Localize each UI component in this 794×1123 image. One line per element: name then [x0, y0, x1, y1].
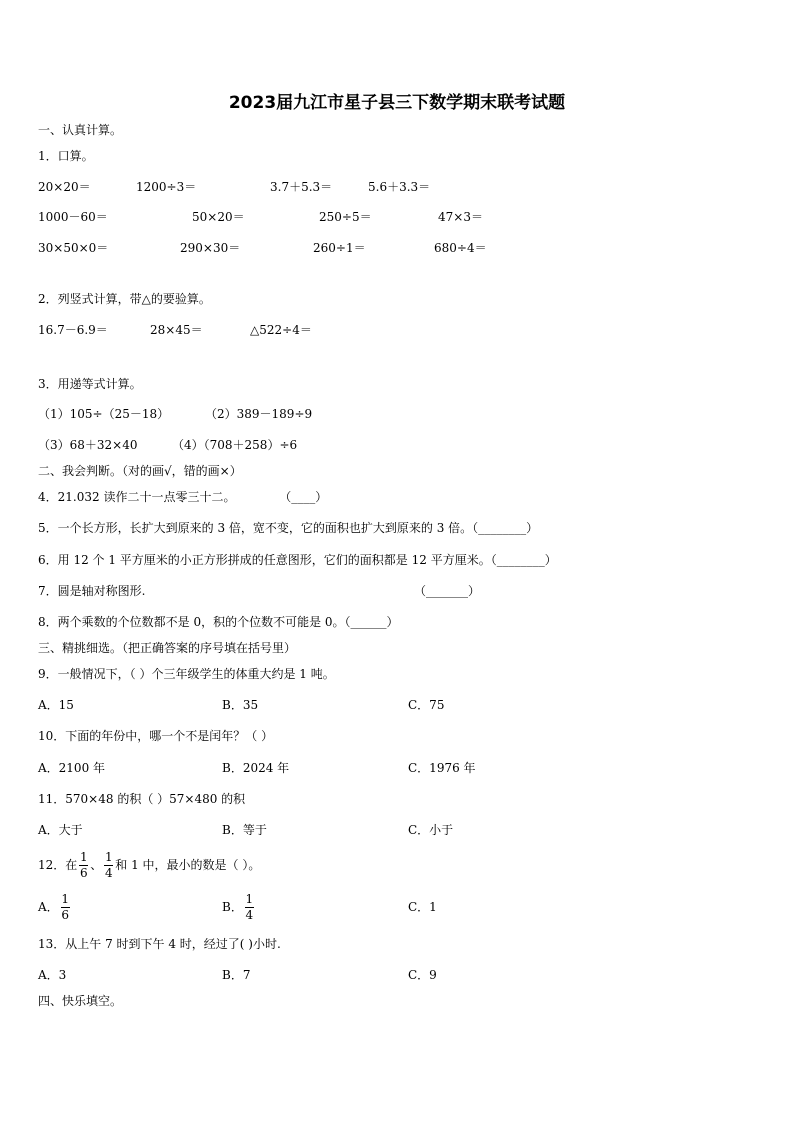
question-12-stem — [38, 847, 260, 883]
fraction-one-sixth — [61, 893, 70, 922]
section-2-heading: 二、我会判断。（对的画√，错的画×） — [38, 464, 242, 478]
oral-item: 1000－60＝ — [38, 210, 108, 224]
judge-question — [38, 489, 327, 505]
option-a[interactable]: A．大于 — [38, 823, 83, 837]
option-b[interactable]: B．7 — [222, 968, 251, 982]
q12-prefix: 12．在 — [38, 858, 78, 872]
answer-blank[interactable]: （____） — [279, 490, 328, 504]
fraction-one-quarter — [245, 893, 254, 922]
page-title: 2023届九江市星子县三下数学期末联考试题 — [228, 93, 566, 113]
fraction-numerator: 1 — [79, 849, 88, 864]
option-c[interactable]: C．1976 年 — [408, 761, 476, 775]
judge-question — [38, 614, 399, 630]
judge-text: 6．用 12 个 1 平方厘米的小正方形拼成的任意图形，它们的面积都是 12 平方厘米。 — [38, 553, 491, 567]
option-b[interactable]: B．2024 年 — [222, 761, 290, 775]
stepwise-item: （2）389－189÷9 — [205, 407, 313, 421]
question-3-label: 3．用递等式计算。 — [38, 377, 142, 391]
judge-question — [38, 583, 481, 599]
answer-blank[interactable]: （_______） — [414, 584, 481, 598]
fraction-denominator: 6 — [61, 907, 69, 922]
oral-item: 1200÷3＝ — [136, 180, 197, 194]
option-c[interactable]: C．9 — [408, 968, 437, 982]
section-1-heading: 一、认真计算。 — [38, 123, 123, 137]
question-13-stem: 13．从上午 7 时到下午 4 时，经过了( )小时. — [38, 937, 281, 951]
vertical-item: △522÷4＝ — [250, 323, 312, 337]
option-label: A． — [38, 900, 59, 914]
oral-item: 20×20＝ — [38, 180, 91, 194]
section-4-heading: 四、快乐填空。 — [38, 994, 123, 1008]
option-a[interactable]: A．15 — [38, 698, 74, 712]
oral-item: 290×30＝ — [180, 241, 241, 255]
fraction-denominator: 4 — [104, 865, 113, 880]
stepwise-item: （1）105÷（25－18） — [38, 407, 170, 421]
oral-item: 30×50×0＝ — [38, 241, 109, 255]
oral-item: 5.6＋3.3＝ — [368, 180, 431, 194]
judge-text: 7．圆是轴对称图形. — [38, 584, 146, 598]
option-label: B． — [222, 900, 243, 914]
option-a[interactable]: A．3 — [38, 968, 67, 982]
option-c[interactable]: C．1 — [408, 900, 437, 914]
option-c[interactable]: C．75 — [408, 698, 445, 712]
fraction-numerator: 1 — [61, 891, 69, 906]
stepwise-item: （4）（708＋258）÷6 — [172, 438, 298, 452]
oral-item: 260÷1＝ — [313, 241, 366, 255]
fraction-denominator: 4 — [245, 907, 254, 922]
oral-item: 680÷4＝ — [434, 241, 487, 255]
question-2-label: 2．列竖式计算，带△的要验算。 — [38, 292, 211, 306]
judge-text: 5．一个长方形，长扩大到原来的 3 倍，宽不变，它的面积也扩大到原来的 3 倍。 — [38, 521, 473, 535]
option-b[interactable]: B．35 — [222, 698, 259, 712]
oral-item: 50×20＝ — [192, 210, 245, 224]
option-a[interactable]: A．2100 年 — [38, 761, 106, 775]
oral-item: 47×3＝ — [438, 210, 483, 224]
judge-text: 4．21.032 读作二十一点零三十二。 — [38, 490, 236, 504]
answer-blank[interactable]: （________） — [472, 521, 539, 535]
q12-separator: 、 — [90, 858, 103, 872]
fraction-numerator: 1 — [245, 891, 254, 906]
q12-suffix: 和 1 中，最小的数是（ ）。 — [115, 858, 261, 872]
judge-text: 8．两个乘数的个位数都不是 0，积的个位数不可能是 0。 — [38, 615, 345, 629]
option-b[interactable]: B．等于 — [222, 823, 267, 837]
fraction-numerator: 1 — [104, 849, 113, 864]
stepwise-item: （3）68＋32×40 — [38, 438, 138, 452]
fraction-one-quarter — [104, 851, 113, 880]
judge-question — [38, 520, 538, 536]
answer-blank[interactable]: （______） — [344, 615, 399, 629]
question-10-stem: 10．下面的年份中，哪一个不是闰年？（ ） — [38, 729, 274, 743]
oral-item: 250÷5＝ — [319, 210, 372, 224]
question-1-label: 1．口算。 — [38, 149, 94, 163]
option-a[interactable] — [38, 889, 72, 925]
vertical-item: 28×45＝ — [150, 323, 203, 337]
fraction-denominator: 6 — [79, 865, 88, 880]
option-b[interactable] — [222, 889, 256, 925]
question-11-stem: 11．570×48 的积（ ）57×480 的积 — [38, 792, 246, 806]
fraction-one-sixth — [79, 851, 88, 880]
option-c[interactable]: C．小于 — [408, 823, 454, 837]
answer-blank[interactable]: （________） — [490, 553, 557, 567]
section-3-heading: 三、精挑细选。（把正确答案的序号填在括号里） — [38, 641, 297, 655]
vertical-item: 16.7－6.9＝ — [38, 323, 108, 337]
judge-question — [38, 552, 557, 568]
oral-item: 3.7＋5.3＝ — [270, 180, 333, 194]
question-9-stem: 9．一般情况下，（ ）个三年级学生的体重大约是 1 吨。 — [38, 667, 335, 681]
